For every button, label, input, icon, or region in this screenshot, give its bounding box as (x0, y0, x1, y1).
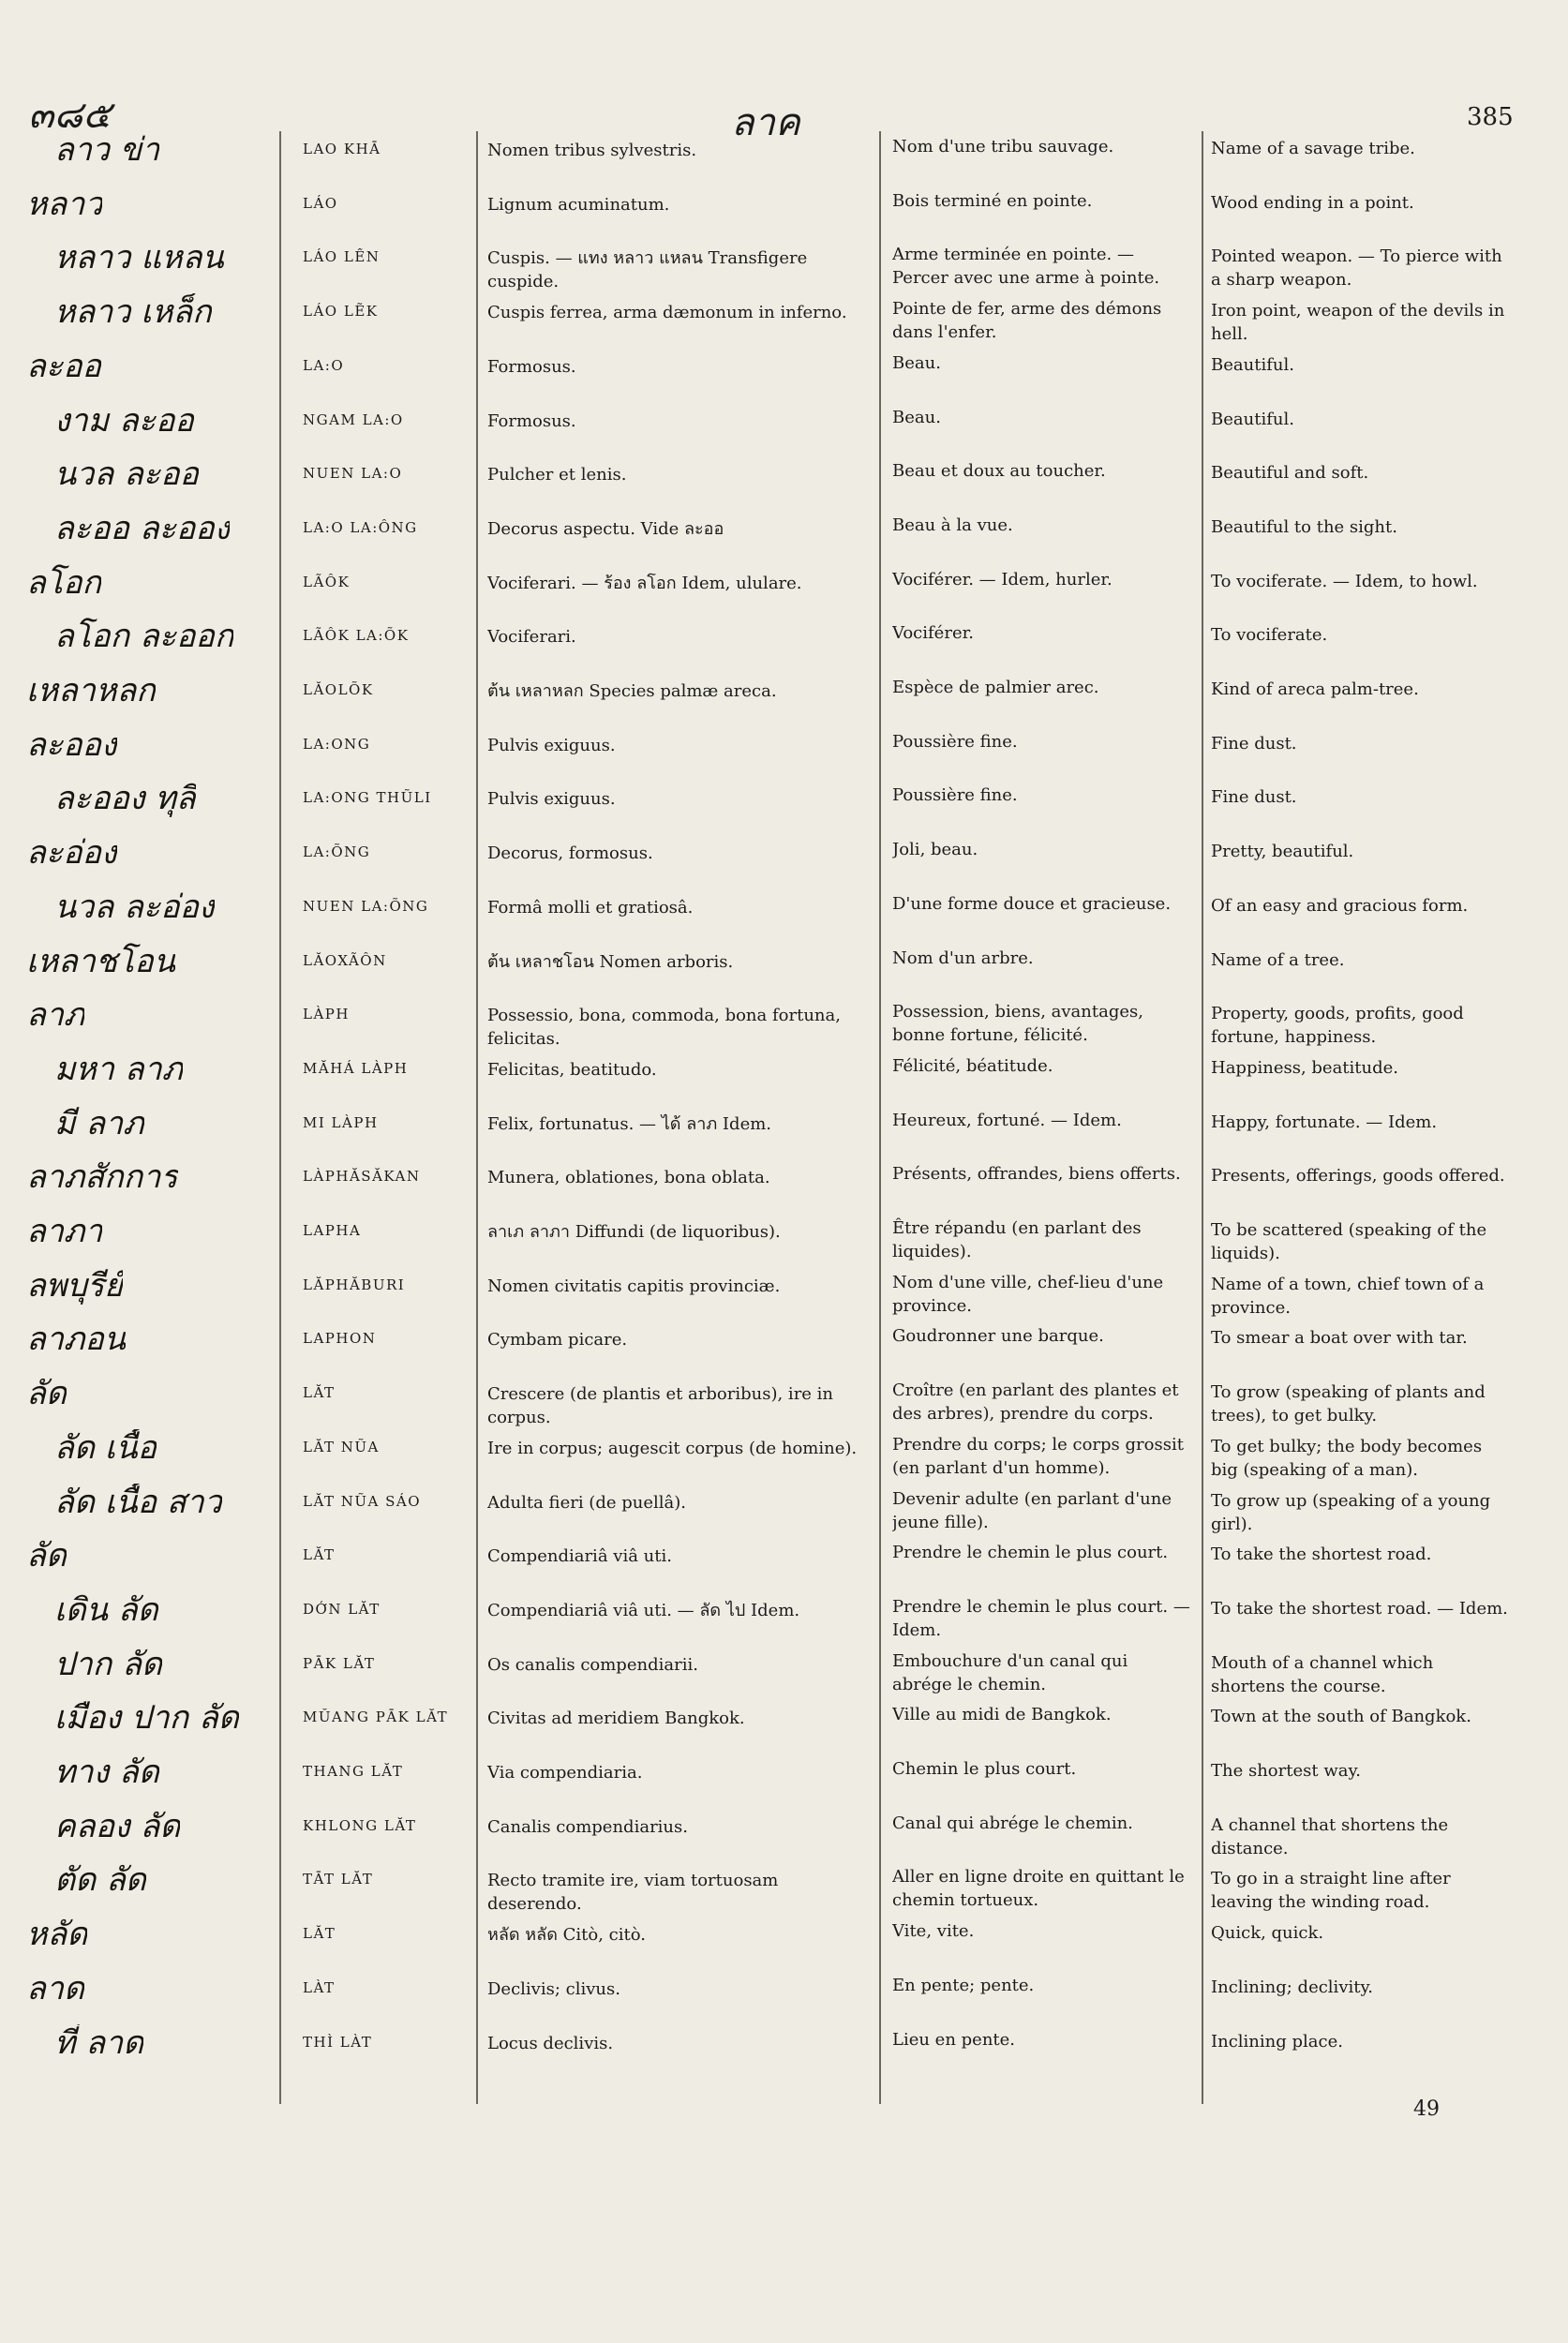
latin-definition: Cuspis. — แทง หลาว แหลน Transfigere cuspide. (487, 248, 808, 292)
transliteration: MŬANG PĀK LĂT (303, 1709, 449, 1726)
transliteration: LA:ÕNG (303, 843, 371, 861)
thai-headword: ลัด (26, 1537, 67, 1575)
thai-headword: ลาภา (26, 1213, 103, 1250)
transliteration: MĂHÁ LÀPH (303, 1059, 409, 1077)
dictionary-entry (0, 618, 1568, 672)
english-definition: Inclining; declivity. (1211, 1977, 1373, 1997)
french-definition: Devenir adulte (en parlant d'une jeune fille). (892, 1488, 1172, 1532)
english-definition: Pretty, beautiful. (1211, 842, 1354, 862)
latin-definition: Cuspis ferrea, arma dæmonum in inferno. (487, 303, 847, 323)
dictionary-entry (0, 510, 1568, 564)
dictionary-entry (0, 455, 1568, 510)
dictionary-entry (0, 1861, 1568, 1916)
dictionary-entry (0, 1537, 1568, 1591)
latin-definition: Decorus, formosus. (487, 843, 653, 864)
transliteration: PĀK LĂT (303, 1654, 376, 1672)
transliteration: LÀT (303, 1978, 336, 1996)
latin-definition: Civitas ad meridiem Bangkok. (487, 1709, 745, 1729)
transliteration: LAPHON (303, 1330, 377, 1348)
dictionary-entry (0, 943, 1568, 997)
english-definition: Mouth of a channel which shortens the course. (1211, 1652, 1434, 1696)
thai-headword: ลาว ข่า (54, 131, 160, 169)
english-definition: Property, goods, profits, good fortune, happiness. (1211, 1004, 1464, 1048)
thai-headword: คลอง ลัด (54, 1807, 181, 1845)
thai-headword: เหลาหลก (26, 672, 156, 709)
english-definition: Beautiful and soft. (1211, 463, 1369, 484)
french-definition: Poussière fine. (892, 731, 1018, 752)
dictionary-entry (0, 186, 1568, 240)
french-definition: Prendre le chemin le plus court. — Idem. (892, 1596, 1190, 1640)
thai-headword: ละออ (26, 347, 101, 385)
latin-definition: Canalis compendiarius. (487, 1816, 688, 1837)
latin-definition: Formosus. (487, 356, 576, 377)
transliteration: LÁO LẾN (303, 248, 381, 266)
transliteration: LÀPHĂSĂKAN (303, 1168, 421, 1186)
thai-headword: ลโอก ละออก (54, 618, 234, 656)
english-definition: Inclining place. (1211, 2031, 1343, 2052)
dictionary-entry (0, 1158, 1568, 1213)
english-definition: Kind of areca palm-tree. (1211, 679, 1419, 699)
french-definition: Vociférer. — Idem, hurler. (892, 569, 1113, 589)
latin-definition: Lignum acuminatum. (487, 194, 670, 215)
thai-headword: ลาภอน (26, 1321, 127, 1359)
french-definition: Prendre le chemin le plus court. (892, 1543, 1169, 1563)
latin-definition: หลัด หลัด Citò, citò. (487, 1925, 646, 1946)
dictionary-entry (0, 1213, 1568, 1267)
transliteration: LÁO LẼK (303, 303, 379, 321)
latin-definition: ลาเภ ลาภา Diffundi (de liquoribus). (487, 1222, 781, 1242)
french-definition: Chemin le plus court. (892, 1759, 1077, 1779)
transliteration: NUEN LA:O (303, 465, 403, 483)
french-definition: Bois terminé en pointe. (892, 190, 1093, 211)
latin-definition: Vociferari. — ร้อง ลโอก Idem, ululare. (487, 573, 802, 593)
dictionary-entry (0, 1970, 1568, 2024)
thai-headword: ละออง ทุลี (54, 780, 196, 818)
transliteration: LA:ONG (303, 735, 371, 753)
transliteration: LAO KHĀ (303, 141, 381, 157)
transliteration: LĂT NŨA (303, 1438, 380, 1455)
dictionary-entry (0, 2024, 1568, 2079)
latin-definition: Declivis; clivus. (487, 1978, 620, 1999)
french-definition: D'une forme douce et gracieuse. (892, 893, 1172, 914)
transliteration: THANG LĂT (303, 1763, 404, 1780)
transliteration: TĀT LĂT (303, 1871, 374, 1888)
latin-definition: Pulvis exiguus. (487, 735, 616, 755)
english-definition: The shortest way. (1211, 1761, 1361, 1781)
english-definition: To get bulky; the body becomes big (speaking of a man). (1211, 1436, 1483, 1480)
english-definition: Beautiful to the sight. (1211, 516, 1397, 537)
french-definition: Prendre du corps; le corps grossit (en parlant d'un homme). (892, 1434, 1184, 1478)
transliteration: MI LÀPH (303, 1113, 379, 1131)
latin-definition: Nomen tribus sylvestris. (487, 141, 697, 160)
english-definition: Name of a town, chief town of a province. (1211, 1274, 1485, 1318)
french-definition: Goudronner une barque. (892, 1326, 1104, 1347)
latin-definition: Nomen civitatis capitis provinciæ. (487, 1276, 781, 1296)
latin-definition: Felicitas, beatitudo. (487, 1059, 657, 1080)
thai-headword: หลาว แหลน (54, 239, 224, 277)
thai-headword: ทาง ลัด (54, 1754, 159, 1791)
dictionary-entry (0, 1916, 1568, 1970)
latin-definition: Locus declivis. (487, 2033, 614, 2053)
latin-definition: Decorus aspectu. Vide ละออ (487, 518, 724, 539)
thai-headword: หลาว (26, 185, 103, 223)
latin-definition: Pulcher et lenis. (487, 465, 627, 485)
french-definition: Beau. (892, 352, 941, 373)
running-head: ลาค (731, 101, 800, 144)
transliteration: LA:ONG THŨLI (303, 789, 432, 807)
latin-definition: Formosus. (487, 410, 576, 431)
english-definition: Quick, quick. (1211, 1923, 1324, 1944)
english-definition: To smear a boat over with tar. (1211, 1328, 1468, 1349)
dictionary-entry (0, 1267, 1568, 1321)
dictionary-entry (0, 1591, 1568, 1646)
latin-definition: Formâ molli et gratiosâ. (487, 897, 694, 918)
thai-headword: ละออ ละออง (54, 509, 231, 547)
english-definition: To take the shortest road. — Idem. (1211, 1598, 1508, 1619)
dictionary-entry (0, 239, 1568, 293)
thai-headword: มี ลาภ (54, 1104, 144, 1142)
thai-headword: ปาก ลัด (54, 1645, 162, 1683)
dictionary-entry (0, 1646, 1568, 1700)
thai-headword: นวล ละออ (54, 455, 199, 494)
french-definition: Vociférer. (892, 623, 974, 644)
english-definition: To take the shortest road. (1211, 1545, 1432, 1565)
english-definition: Happy, fortunate. — Idem. (1211, 1112, 1438, 1132)
thai-headword: ลัด เนื้อ (54, 1428, 157, 1467)
transliteration: LA:O (303, 356, 345, 374)
english-definition: To grow (speaking of plants and trees), to get bulky. (1211, 1382, 1486, 1426)
latin-definition: Felix, fortunatus. — ได้ ลาภ Idem. (487, 1113, 772, 1134)
latin-definition: Via compendiaria. (487, 1763, 643, 1783)
dictionary-entry (0, 293, 1568, 348)
dictionary-entry (0, 1321, 1568, 1375)
thai-headword: ลัด เนื้อ สาว (54, 1483, 222, 1521)
dictionary-entry (0, 131, 1568, 186)
dictionary-entry (0, 996, 1568, 1051)
thai-headword: ลัด (26, 1375, 67, 1413)
english-definition: Happiness, beatitude. (1211, 1057, 1399, 1078)
transliteration: LẮOLÕK (303, 681, 374, 698)
transliteration: NUEN LA:ÕNG (303, 897, 429, 915)
dictionary-entry (0, 402, 1568, 456)
french-definition: Nom d'un arbre. (892, 948, 1034, 968)
french-definition: Nom d'une ville, chef-lieu d'une province. (892, 1272, 1164, 1316)
latin-definition: Os canalis compendiarii. (487, 1654, 698, 1675)
transliteration: LĂT (303, 1546, 336, 1564)
thai-headword: เมือง ปาก ลัด (54, 1699, 239, 1738)
transliteration: DỞN LĂT (303, 1600, 381, 1618)
french-definition: Joli, beau. (892, 840, 978, 860)
dictionary-entry (0, 1754, 1568, 1808)
latin-definition: ต้น เหลาชโอน Nomen arboris. (487, 951, 734, 972)
french-definition: Ville au midi de Bangkok. (892, 1705, 1112, 1725)
transliteration: LÃÔK LA:ÕK (303, 627, 410, 645)
dictionary-entry (0, 1105, 1568, 1159)
french-definition: Nom d'une tribu sauvage. (892, 137, 1114, 157)
english-definition: Fine dust. (1211, 787, 1297, 808)
thai-headword: ที่ ลาด (54, 2023, 144, 2062)
french-definition: Espèce de palmier arec. (892, 678, 1099, 697)
latin-definition: Recto tramite ire, viam tortuosam deserendo. (487, 1871, 779, 1915)
dictionary-entry (0, 1484, 1568, 1538)
transliteration: NGAM LA:O (303, 410, 404, 428)
transliteration: LAPHA (303, 1222, 362, 1239)
french-definition: Poussière fine. (892, 785, 1018, 806)
transliteration: THÌ LÀT (303, 2033, 373, 2051)
dictionary-entry (0, 564, 1568, 619)
french-definition: Vite, vite. (892, 1921, 975, 1942)
thai-headword: ตัด ลัด (54, 1861, 146, 1900)
thai-headword: เดิน ลัด (54, 1590, 158, 1629)
english-definition: To grow up (speaking of a young girl). (1211, 1490, 1491, 1534)
transliteration: LA:O LA:ÔNG (303, 518, 418, 536)
latin-definition: Pulvis exiguus. (487, 789, 616, 810)
latin-definition: Vociferari. (487, 627, 576, 648)
english-definition: Name of a savage tribe. (1211, 139, 1415, 158)
signature-mark: 49 (1413, 2097, 1440, 2121)
english-definition: Name of a tree. (1211, 949, 1345, 970)
french-definition: Aller en ligne droite en quittant le chemin tortueux. (892, 1867, 1185, 1911)
english-definition: Iron point, weapon of the devils in hell. (1211, 301, 1505, 345)
french-definition: Lieu en pente. (892, 2029, 1016, 2050)
latin-definition: Cymbam picare. (487, 1330, 628, 1351)
latin-definition: Adulta fieri (de puellâ). (487, 1492, 686, 1513)
french-definition: Croître (en parlant des plantes et des arbres), prendre du corps. (892, 1380, 1179, 1425)
english-definition: To go in a straight line after leaving the winding road. (1211, 1869, 1451, 1913)
english-definition: Beautiful. (1211, 354, 1294, 375)
dictionary-entry (0, 1051, 1568, 1105)
dictionary-entry (0, 672, 1568, 726)
english-definition: Pointed weapon. — To pierce with a sharp weapon. (1211, 246, 1502, 291)
page-number: 385 (1467, 103, 1514, 131)
thai-headword: มหา ลาภ (54, 1050, 184, 1088)
latin-definition: Ire in corpus; augescit corpus (de homine). (487, 1438, 858, 1458)
thai-headword: ลพบุรีย์ (26, 1266, 124, 1305)
french-definition: Arme terminée en pointe. — Percer avec une arme à pointe. (892, 245, 1160, 289)
thai-headword: หลาว เหล็ก (54, 293, 212, 332)
transliteration: LĂT (303, 1384, 336, 1402)
transliteration: LẮT (303, 1925, 336, 1943)
dictionary-entry (0, 1699, 1568, 1754)
french-definition: Beau et doux au toucher. (892, 461, 1106, 482)
latin-definition: Crescere (de plantis et arboribus), ire in corpus. (487, 1384, 834, 1428)
dictionary-entry (0, 1429, 1568, 1484)
english-definition: To be scattered (speaking of the liquids). (1211, 1220, 1487, 1263)
english-definition: Of an easy and gracious form. (1211, 895, 1469, 916)
latin-definition: ต้น เหลาหลก Species palmæ areca. (487, 681, 777, 701)
english-definition: To vociferate. — Idem, to howl. (1211, 571, 1478, 591)
dictionary-entry (0, 888, 1568, 943)
french-definition: Canal qui abrége le chemin. (892, 1813, 1133, 1833)
dictionary-entry (0, 348, 1568, 402)
transliteration: KHLONG LĂT (303, 1816, 417, 1834)
thai-page-number: ๓๘๕ (28, 94, 112, 137)
transliteration: LĂT NŨA SÁO (303, 1492, 422, 1510)
french-definition: En pente; pente. (892, 1975, 1035, 1995)
thai-headword: ลาด (26, 1969, 85, 2007)
thai-headword: ละออง (26, 725, 117, 764)
transliteration: LÃÔK (303, 573, 351, 590)
english-definition: A channel that shortens the distance. (1211, 1814, 1449, 1858)
french-definition: Beau. (892, 407, 941, 427)
dictionary-entry (0, 780, 1568, 834)
dictionary-entry (0, 1808, 1568, 1862)
thai-headword: ลโอก (26, 563, 102, 602)
dictionary-entry (0, 1375, 1568, 1429)
french-definition: Félicité, béatitude. (892, 1055, 1053, 1076)
english-definition: To vociferate. (1211, 625, 1328, 646)
thai-headword: เหลาชโอน (26, 942, 175, 980)
thai-headword: หลัด (26, 1916, 88, 1954)
french-definition: Possession, biens, avantages, bonne fortune, félicité. (892, 1002, 1143, 1046)
thai-headword: นวล ละอ่อง (54, 888, 215, 926)
transliteration: LẮOXÃÔN (303, 951, 387, 969)
french-definition: Heureux, fortuné. — Idem. (892, 1110, 1122, 1130)
transliteration: LÀPH (303, 1006, 350, 1023)
transliteration: LĂPHĂBURI (303, 1276, 406, 1293)
thai-headword: ลาภ (26, 996, 85, 1035)
dictionary-entry (0, 834, 1568, 888)
latin-definition: Munera, oblationes, bona oblata. (487, 1168, 770, 1188)
latin-definition: Compendiariâ viâ uti. (487, 1546, 672, 1567)
french-definition: Présents, offrandes, biens offerts. (892, 1164, 1181, 1185)
transliteration: LÁO (303, 194, 338, 212)
dictionary-entry (0, 726, 1568, 781)
latin-definition: Compendiariâ viâ uti. — ลัด ไป Idem. (487, 1600, 800, 1620)
french-definition: Beau à la vue. (892, 515, 1013, 535)
french-definition: Embouchure d'un canal qui abrége le chemin. (892, 1650, 1128, 1694)
english-definition: Presents, offerings, goods offered. (1211, 1166, 1505, 1186)
thai-headword: ละอ่อง (26, 834, 117, 873)
english-definition: Fine dust. (1211, 733, 1297, 754)
thai-headword: ลาภสักการ (26, 1158, 178, 1197)
thai-headword: งาม ละออ (54, 401, 194, 440)
english-definition: Beautiful. (1211, 409, 1294, 429)
french-definition: Être répandu (en parlant des liquides). (892, 1218, 1142, 1261)
french-definition: Pointe de fer, arme des démons dans l'enfer. (892, 299, 1162, 343)
english-definition: Wood ending in a point. (1211, 192, 1414, 213)
english-definition: Town at the south of Bangkok. (1211, 1707, 1471, 1727)
latin-definition: Possessio, bona, commoda, bona fortuna, felicitas. (487, 1006, 841, 1050)
